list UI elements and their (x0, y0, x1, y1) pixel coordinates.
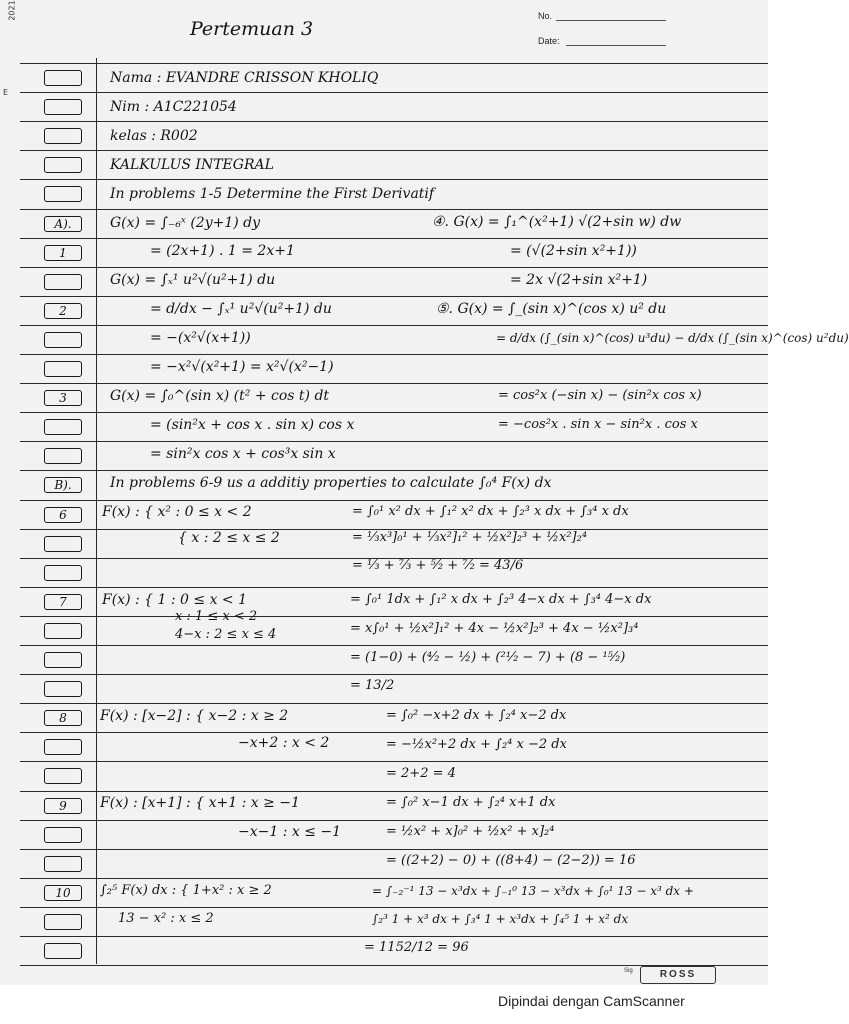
handwritten-line: ④. G(x) = ∫₁^(x²+1) √(2+sin w) dw (432, 214, 682, 230)
margin-box: 8 (44, 710, 82, 726)
handwritten-line: −x+2 : x < 2 (238, 735, 330, 751)
handwritten-line: = ∫₀² −x+2 dx + ∫₂⁴ x−2 dx (386, 708, 567, 723)
handwritten-line: In problems 1-5 Determine the First Derivatif (110, 186, 435, 202)
date-label: Date: (538, 36, 560, 46)
ruled-line (20, 703, 768, 704)
margin-box (44, 99, 82, 115)
handwritten-line: = 2+2 = 4 (386, 766, 456, 781)
margin-box (44, 128, 82, 144)
ruled-line (20, 441, 768, 442)
handwritten-line: 13 − x² : x ≤ 2 (118, 911, 214, 926)
handwritten-line: = cos²x (−sin x) − (sin²x cos x) (498, 388, 702, 403)
ross-stamp: ROSS (640, 966, 716, 984)
margin-box: 7 (44, 594, 82, 610)
margin-box (44, 157, 82, 173)
handwritten-line: = 13/2 (350, 678, 395, 693)
handwritten-line: −x−1 : x ≤ −1 (238, 824, 342, 840)
handwritten-line: ∫₂⁵ F(x) dx : { 1+x² : x ≥ 2 (100, 883, 272, 898)
handwritten-line: = x∫₀¹ + ½x²]₁² + 4x − ½x²]₂³ + 4x − ½x²]₃⁴ (350, 621, 639, 636)
ruled-line (20, 732, 768, 733)
handwritten-line: F(x) : [x+1] : { x+1 : x ≥ −1 (100, 795, 300, 811)
margin-box (44, 768, 82, 784)
ruled-line (20, 63, 768, 64)
handwritten-line: = ⅓x³]₀¹ + ⅓x²]₁² + ½x²]₂³ + ½x²]₂⁴ (352, 530, 588, 545)
handwritten-line: = sin²x cos x + cos³x sin x (150, 446, 336, 462)
margin-box: 6 (44, 507, 82, 523)
handwritten-line: = 1152/12 = 96 (364, 940, 469, 955)
page-title: Pertemuan 3 (190, 18, 314, 40)
handwritten-line: F(x) : [x−2] : { x−2 : x ≥ 2 (100, 708, 289, 724)
margin-box (44, 419, 82, 435)
handwritten-line: G(x) = ∫₀^(sin x) (t² + cos t) dt (110, 388, 330, 404)
handwritten-line: Nama : EVANDRE CRISSON KHOLIQ (110, 70, 379, 86)
ruled-line (20, 791, 768, 792)
margin-box: B). (44, 477, 82, 493)
handwritten-line: = (sin²x + cos x . sin x) cos x (150, 417, 355, 433)
ruled-line (20, 936, 768, 937)
margin-box: 10 (44, 885, 82, 901)
handwritten-line: = −x²√(x²+1) = x²√(x²−1) (150, 359, 334, 375)
ruled-line (20, 150, 768, 151)
ruled-line (20, 354, 768, 355)
handwritten-line: = (1−0) + (⁴⁄₂ − ½) + (²¹⁄₂ − 7) + (8 − ¹⁵⁄₂) (350, 650, 626, 665)
handwritten-line: = ∫₋₂⁻¹ 13 − x³dx + ∫₋₁⁰ 13 − x³dx + ∫₀¹ 13 − x³ dx + (372, 884, 694, 898)
margin-box (44, 652, 82, 668)
handwritten-line: = ∫₀¹ 1dx + ∫₁² x dx + ∫₂³ 4−x dx + ∫₃⁴ 4−x dx (350, 592, 652, 607)
ruled-line (20, 412, 768, 413)
margin-box (44, 565, 82, 581)
ruled-line (20, 179, 768, 180)
ruled-line (20, 267, 768, 268)
ruled-line (20, 820, 768, 821)
ruled-line (20, 907, 768, 908)
handwritten-line: ∫₂³ 1 + x³ dx + ∫₃⁴ 1 + x³dx + ∫₄⁵ 1 + x² dx (372, 912, 629, 926)
margin-box: 9 (44, 798, 82, 814)
margin-box (44, 536, 82, 552)
ruled-line (20, 92, 768, 93)
ruled-line (20, 645, 768, 646)
side-mark-e: E (3, 88, 9, 97)
handwritten-line: x : 1 ≤ x < 2 (175, 609, 258, 624)
handwritten-line: ⑤. G(x) = ∫_(sin x)^(cos x) u² du (436, 301, 667, 317)
handwritten-line: In problems 6-9 us a additiy properties to calculate ∫₀⁴ F(x) dx (110, 475, 552, 491)
ruled-line (20, 616, 768, 617)
handwritten-line: = 2x √(2+sin x²+1) (510, 272, 648, 288)
handwritten-line: 4−x : 2 ≤ x ≤ 4 (175, 627, 277, 642)
margin-box (44, 361, 82, 377)
handwritten-line: KALKULUS INTEGRAL (110, 157, 274, 173)
margin-box (44, 332, 82, 348)
margin-box (44, 856, 82, 872)
handwritten-line: { x : 2 ≤ x ≤ 2 (178, 530, 280, 546)
margin-box: 3 (44, 390, 82, 406)
margin-box (44, 914, 82, 930)
ruled-line (20, 849, 768, 850)
side-mark-year: 2021 (7, 0, 17, 21)
margin-box (44, 827, 82, 843)
ruled-line (20, 209, 768, 210)
handwritten-line: G(x) = ∫₋₆ˣ (2y+1) dy (110, 215, 261, 231)
handwritten-line: F(x) : { 1 : 0 ≤ x < 1 (102, 592, 248, 608)
margin-box (44, 186, 82, 202)
margin-box: 2 (44, 303, 82, 319)
handwritten-line: = −cos²x . sin x − sin²x . cos x (498, 417, 698, 432)
ruled-line (20, 587, 768, 588)
margin-line (96, 58, 97, 964)
ruled-line (20, 500, 768, 501)
margin-box (44, 739, 82, 755)
no-label: No. (538, 11, 553, 21)
margin-box (44, 448, 82, 464)
handwritten-line: = ((2+2) − 0) + ((8+4) − (2−2)) = 16 (386, 853, 636, 868)
ruled-line (20, 325, 768, 326)
margin-box (44, 681, 82, 697)
ruled-line (20, 674, 768, 675)
ruled-line (20, 296, 768, 297)
margin-box: 1 (44, 245, 82, 261)
ruled-line (20, 121, 768, 122)
handwritten-line: G(x) = ∫ₓ¹ u²√(u²+1) du (110, 272, 276, 288)
no-line (556, 20, 666, 21)
handwritten-line: = d/dx − ∫ₓ¹ u²√(u²+1) du (150, 301, 332, 317)
date-line (566, 45, 666, 46)
stamp-sig: Sig (624, 968, 633, 974)
handwritten-line: kelas : R002 (110, 128, 198, 144)
ruled-line (20, 383, 768, 384)
margin-box (44, 274, 82, 290)
margin-box (44, 943, 82, 959)
ruled-line (20, 761, 768, 762)
handwritten-line: = ∫₀¹ x² dx + ∫₁² x² dx + ∫₂³ x dx + ∫₃⁴ x dx (352, 504, 629, 519)
handwritten-line: = ½x² + x]₀² + ½x² + x]₂⁴ (386, 824, 555, 839)
handwritten-line: = ∫₀² x−1 dx + ∫₂⁴ x+1 dx (386, 795, 556, 810)
camscanner-footer: Dipindai dengan CamScanner (498, 993, 685, 1009)
handwritten-line: Nim : A1C221054 (110, 99, 237, 115)
handwritten-line: = −(x²√(x+1)) (150, 330, 251, 346)
handwritten-line: F(x) : { x² : 0 ≤ x < 2 (102, 504, 252, 520)
handwritten-line: = (√(2+sin x²+1)) (510, 243, 637, 259)
handwritten-line: = ⅓ + ⁷⁄₃ + ⁵⁄₂ + ⁷⁄₂ = 43/6 (352, 558, 524, 573)
handwritten-line: = d/dx (∫_(sin x)^(cos) u³du) − d/dx (∫_(sin x)^(cos) u²du) (496, 331, 849, 345)
ruled-line (20, 878, 768, 879)
ruled-line (20, 238, 768, 239)
margin-box (44, 623, 82, 639)
margin-box (44, 70, 82, 86)
ruled-line (20, 470, 768, 471)
handwritten-line: = (2x+1) . 1 = 2x+1 (150, 243, 295, 259)
margin-box: A). (44, 216, 82, 232)
handwritten-line: = −½x²+2 dx + ∫₂⁴ x −2 dx (386, 737, 567, 752)
